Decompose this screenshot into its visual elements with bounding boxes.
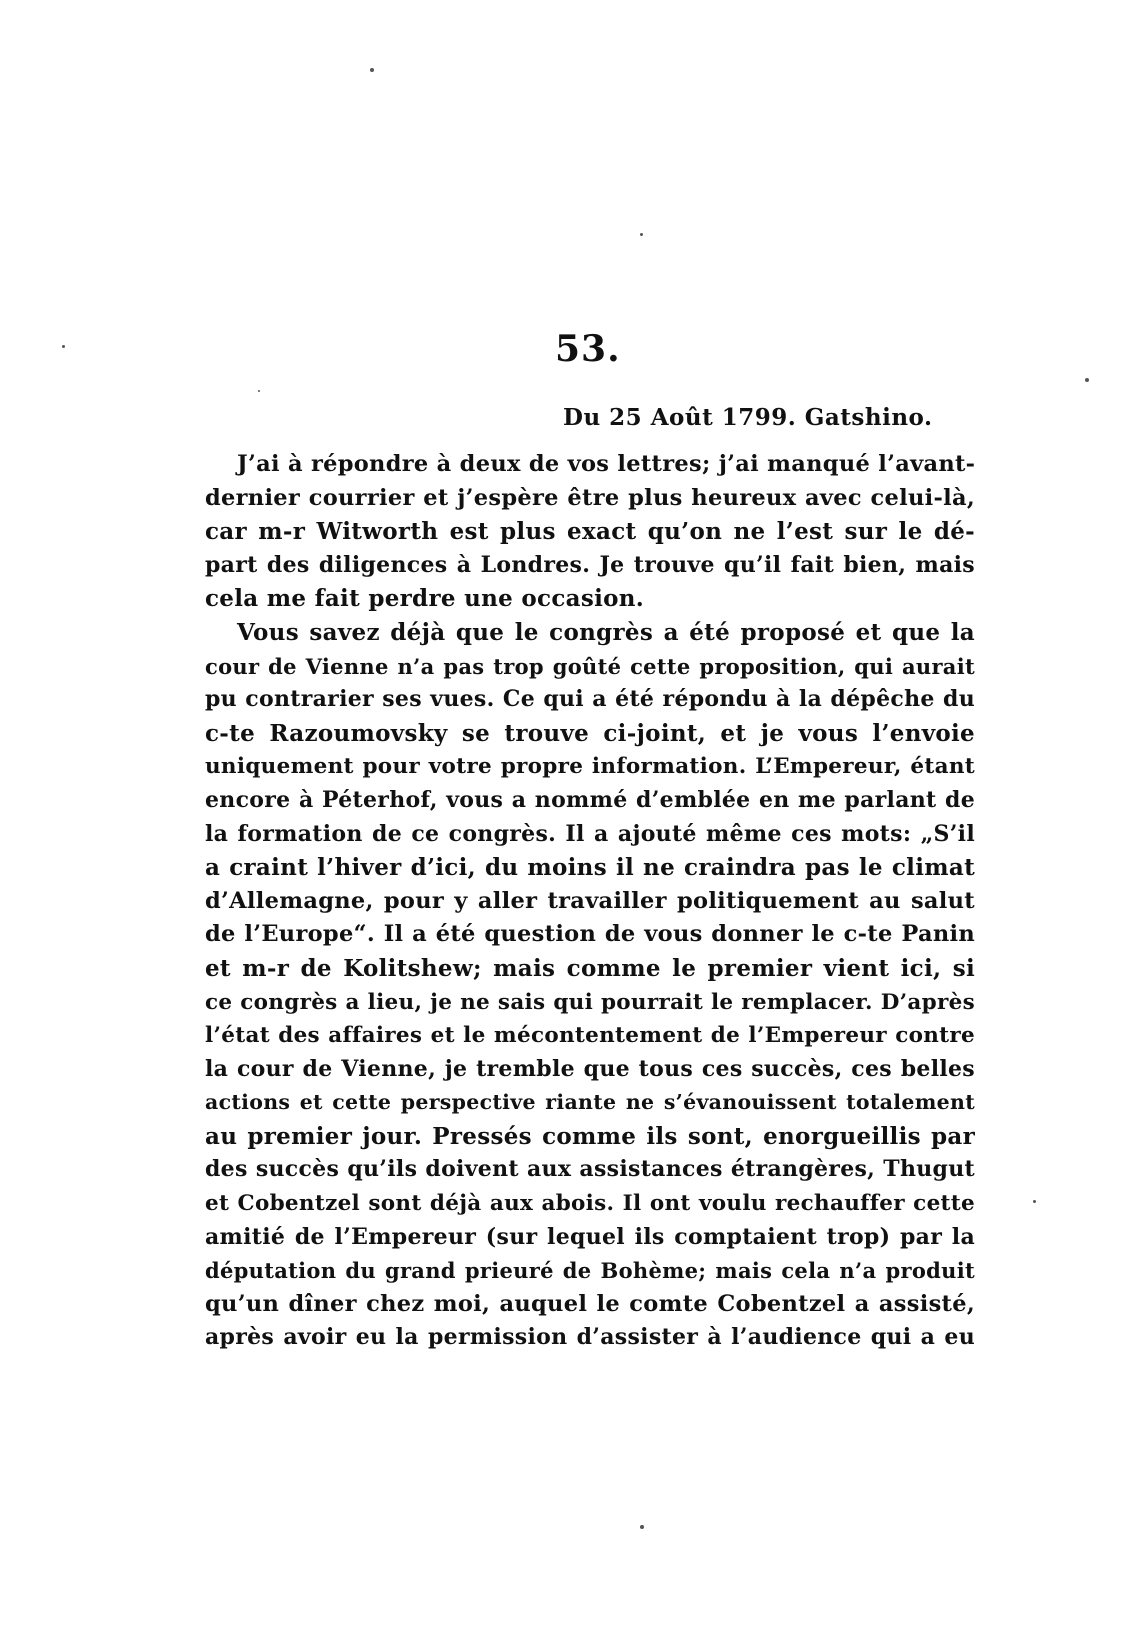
scan-speck — [1033, 1200, 1036, 1203]
scan-speck — [640, 1525, 644, 1529]
body-line: la formation de ce congrès. Il a ajouté même ces mots: „S’il — [205, 820, 975, 847]
body-line: encore à Péterhof, vous a nommé d’emblée en me parlant de — [205, 786, 975, 813]
body-line: la cour de Vienne, je tremble que tous ces succès, ces belles — [205, 1055, 975, 1082]
scan-speck — [62, 345, 65, 348]
body-line: des succès qu’ils doivent aux assistances étrangères, Thugut — [205, 1156, 975, 1183]
body-line: de l’Europe“. Il a été question de vous donner le c-te Panin — [205, 921, 975, 948]
body-line: a craint l’hiver d’ici, du moins il ne craindra pas le climat — [205, 854, 975, 882]
scan-speck — [370, 68, 374, 72]
body-line: J’ai à répondre à deux de vos lettres; j’ai manqué l’avant- — [237, 451, 976, 477]
body-line: l’état des affaires et le mécontentement de l’Empereur contre — [205, 1023, 975, 1049]
body-line: c-te Razoumovsky se trouve ci-joint, et je vous l’envoie — [205, 719, 975, 747]
body-line: cour de Vienne n’a pas trop goûté cette proposition, qui aurait — [205, 653, 975, 679]
body-line: part des diligences à Londres. Je trouve qu’il fait bien, mais — [205, 551, 975, 578]
body-line: dernier courrier et j’espère être plus heureux avec celui-là, — [205, 484, 975, 511]
body-line: députation du grand prieuré de Bohème; mais cela n’a produit — [205, 1258, 975, 1284]
scan-speck — [640, 233, 643, 236]
body-line: ce congrès a lieu, je ne sais qui pourrait le remplacer. D’après — [205, 989, 975, 1015]
body-line: car m-r Witworth est plus exact qu’on ne l’est sur le dé- — [205, 518, 975, 546]
body-line: d’Allemagne, pour y aller travailler politiquement au salut — [205, 887, 975, 914]
letter-body — [205, 448, 975, 1355]
body-line: après avoir eu la permission d’assister à l’audience qui a eu — [205, 1324, 975, 1351]
body-line: uniquement pour votre propre information. L’Empereur, étant — [205, 754, 975, 780]
letter-dateline: Du 25 Août 1799. Gatshino. — [563, 404, 933, 431]
body-line: et m-r de Kolitshew; mais comme le premier vient ici, si — [205, 954, 975, 982]
body-line: amitié de l’Empereur (sur lequel ils comptaient trop) par la — [205, 1223, 975, 1250]
body-line: pu contrarier ses vues. Ce qui a été répondu à la dépêche du — [205, 686, 975, 713]
letter-number: 53. — [555, 328, 621, 370]
body-line: cela me fait perdre une occasion. — [205, 585, 645, 613]
body-line: qu’un dîner chez moi, auquel le comte Cobentzel a assisté, — [205, 1290, 975, 1317]
body-line: au premier jour. Pressés comme ils sont, enorgueillis par — [205, 1122, 975, 1150]
scan-speck — [258, 390, 260, 392]
body-line: actions et cette perspective riante ne s’évanouissent totalement — [205, 1090, 975, 1115]
body-line: et Cobentzel sont déjà aux abois. Il ont voulu rechauffer cette — [205, 1191, 975, 1217]
scan-speck — [1085, 378, 1089, 382]
body-line: Vous savez déjà que le congrès a été proposé et que la — [237, 618, 975, 646]
